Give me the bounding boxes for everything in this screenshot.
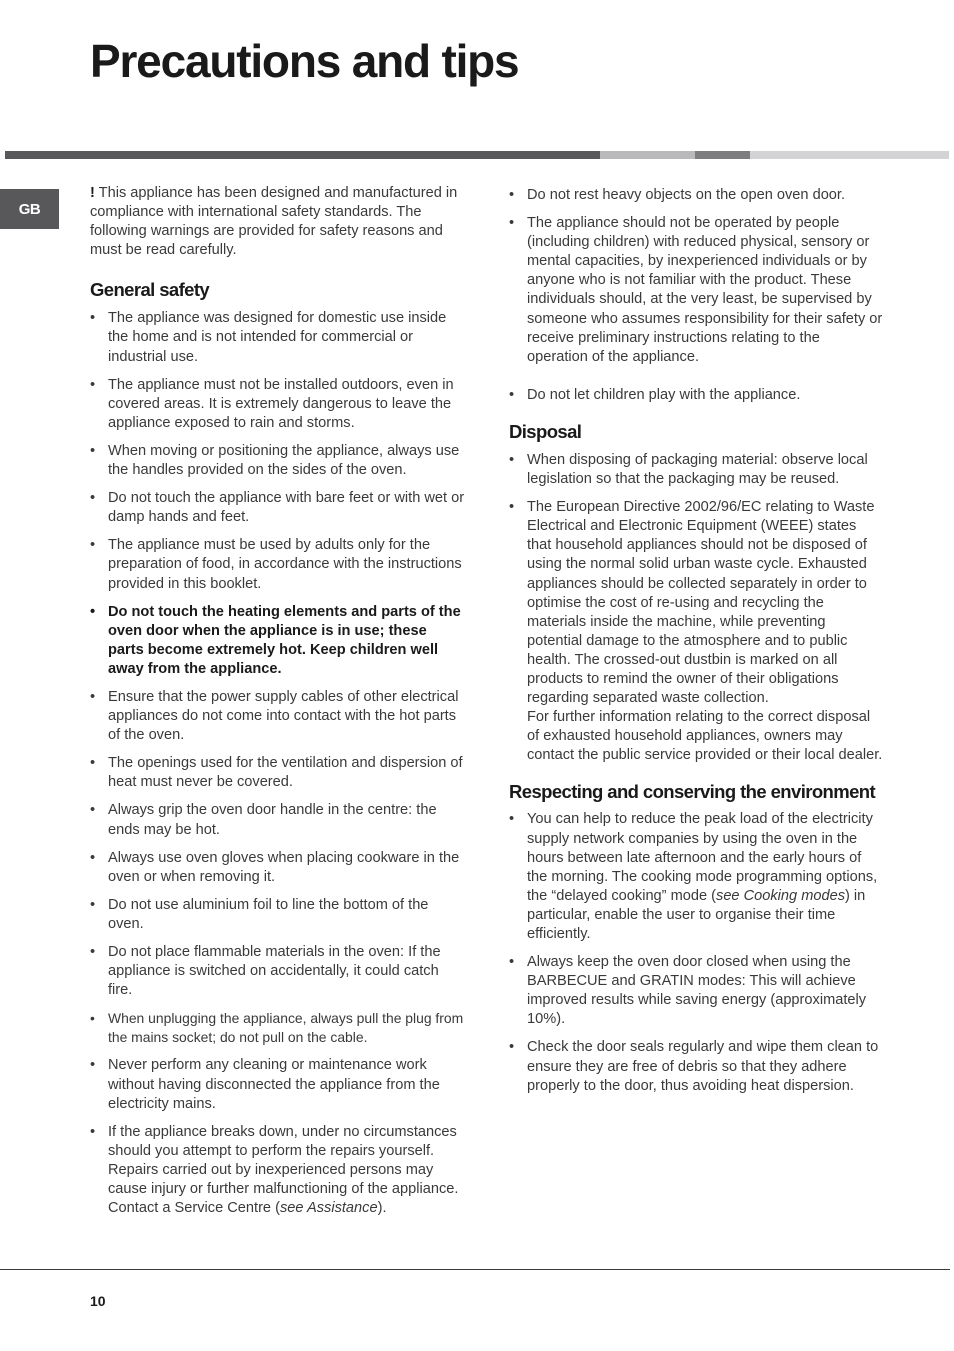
general-safety-heading: General safety <box>90 279 210 301</box>
list-item: • Always keep the oven door closed when using the BARBECUE and GRATIN modes: This will achieve improved results while saving energy (approximately 10%). <box>509 953 884 1029</box>
list-item: • The appliance must not be installed outdoors, even in covered areas. It is extremely dangerous to leave the appliance exposed to rain and storms. <box>90 376 465 433</box>
left-column <box>90 184 465 1227</box>
list-item: • Do not let children play with the appliance. <box>509 386 884 405</box>
environment-list <box>509 810 884 1095</box>
warning-mark: ! <box>90 185 95 201</box>
list-item-text-more: For further information relating to the correct disposal of exhausted household appliances, owners may contact the public service provided or their local dealer. <box>527 709 883 764</box>
list-item-text: If the appliance breaks down, under no circumstances should you attempt to perform the repairs yourself. Repairs carried out by inexperienced persons may cause injury or further malfunctioning of the appliance. Contact a Service Centre ( <box>108 1123 459 1217</box>
list-item-text-end: ) in particular, enable the user to organise their time efficiently. <box>527 887 866 942</box>
list-item-text: The European Directive 2002/96/EC relating to Waste Electrical and Electronic Equipment (WEEE) states that household appliances should not be disposed of using the normal solid urban waste cycle. Exhausted appliances should be collected separately in order to optimise the cost of re-using and recycling the materials inside the machine, while preventing potential damage to the atmosphere and to public health. The crossed-out dustbin is marked on all products to remind the owner of their obligations regarding separated waste collection. <box>527 499 875 707</box>
list-item: • Always grip the oven door handle in the centre: the ends may be hot. <box>90 801 465 839</box>
list-item: • Check the door seals regularly and wipe them clean to ensure they are free of debris so that they adhere properly to the door, thus avoiding heat dispersion. <box>509 1038 884 1095</box>
list-item: • Do not use aluminium foil to line the bottom of the oven. <box>90 896 465 934</box>
page-number: 10 <box>90 1293 106 1309</box>
list-item: • When moving or positioning the appliance, always use the handles provided on the sides of the oven. <box>90 442 465 480</box>
list-item-warning: • Do not touch the heating elements and parts of the oven door when the appliance is in use; these parts become extremely hot. Keep children well away from the appliance. <box>90 603 465 679</box>
list-item: • Do not place flammable materials in the oven: If the appliance is switched on accidentally, it could catch fire. <box>90 943 465 1000</box>
list-item: • When unplugging the appliance, always pull the plug from the mains socket; do not pull on the cable. <box>90 1009 465 1047</box>
footer-rule <box>0 1269 950 1270</box>
list-item-text-end: ). <box>377 1200 387 1217</box>
list-item <box>509 498 884 765</box>
list-item-text: You can help to reduce the peak load of the electricity supply network companies by using the oven in the hours between late afternoon and the early hours of the morning. The cooking mode programming options, the “delayed cooking” mode ( <box>527 811 878 904</box>
language-tab: GB <box>0 189 59 229</box>
list-item: • When disposing of packaging material: observe local legislation so that the packaging may be reused. <box>509 451 884 489</box>
header-bar-pale <box>750 151 949 159</box>
list-item: • The appliance was designed for domestic use inside the home and is not intended for commercial or industrial use. <box>90 309 465 366</box>
header-bar-mid <box>695 151 750 159</box>
environment-heading: Respecting and conserving the environment <box>509 781 876 803</box>
general-safety-list-continued <box>509 186 884 405</box>
list-item: • The openings used for the ventilation and dispersion of heat must never be covered. <box>90 754 465 792</box>
general-safety-list <box>90 309 465 1218</box>
list-item: • Do not rest heavy objects on the open oven door. <box>509 186 884 205</box>
right-column <box>509 186 884 1105</box>
list-item: • Ensure that the power supply cables of other electrical appliances do not come into contact with the hot parts of the oven. <box>90 688 465 745</box>
page-title: Precautions and tips <box>90 35 519 87</box>
list-item: • The appliance must be used by adults only for the preparation of food, in accordance with the instructions provided in this booklet. <box>90 536 465 593</box>
list-item <box>509 810 884 944</box>
header-bar-light <box>600 151 695 159</box>
intro-paragraph <box>90 184 465 260</box>
intro-text: This appliance has been designed and manufactured in compliance with international safety standards. The following warnings are provided for safety reasons and must be read carefully. <box>90 185 458 259</box>
list-item: • Do not touch the appliance with bare feet or with wet or damp hands and feet. <box>90 489 465 527</box>
disposal-list <box>509 451 884 766</box>
list-item: • Never perform any cleaning or maintenance work without having disconnected the appliance from the electricity mains. <box>90 1056 465 1113</box>
list-item: • The appliance should not be operated by people (including children) with reduced physical, sensory or mental capacities, by inexperienced individuals or by anyone who is not familiar with the product. These individuals should, at the very least, be supervised by someone who assumes responsibility for their safety or receive preliminary instructions relating to the operation of the appliance. <box>509 214 884 367</box>
list-item <box>90 1123 465 1218</box>
cross-reference: see Cooking modes <box>716 887 846 904</box>
list-item: • Always use oven gloves when placing cookware in the oven or when removing it. <box>90 849 465 887</box>
header-bar-dark <box>5 151 600 159</box>
disposal-heading: Disposal <box>509 420 582 442</box>
cross-reference: see Assistance <box>279 1200 378 1217</box>
